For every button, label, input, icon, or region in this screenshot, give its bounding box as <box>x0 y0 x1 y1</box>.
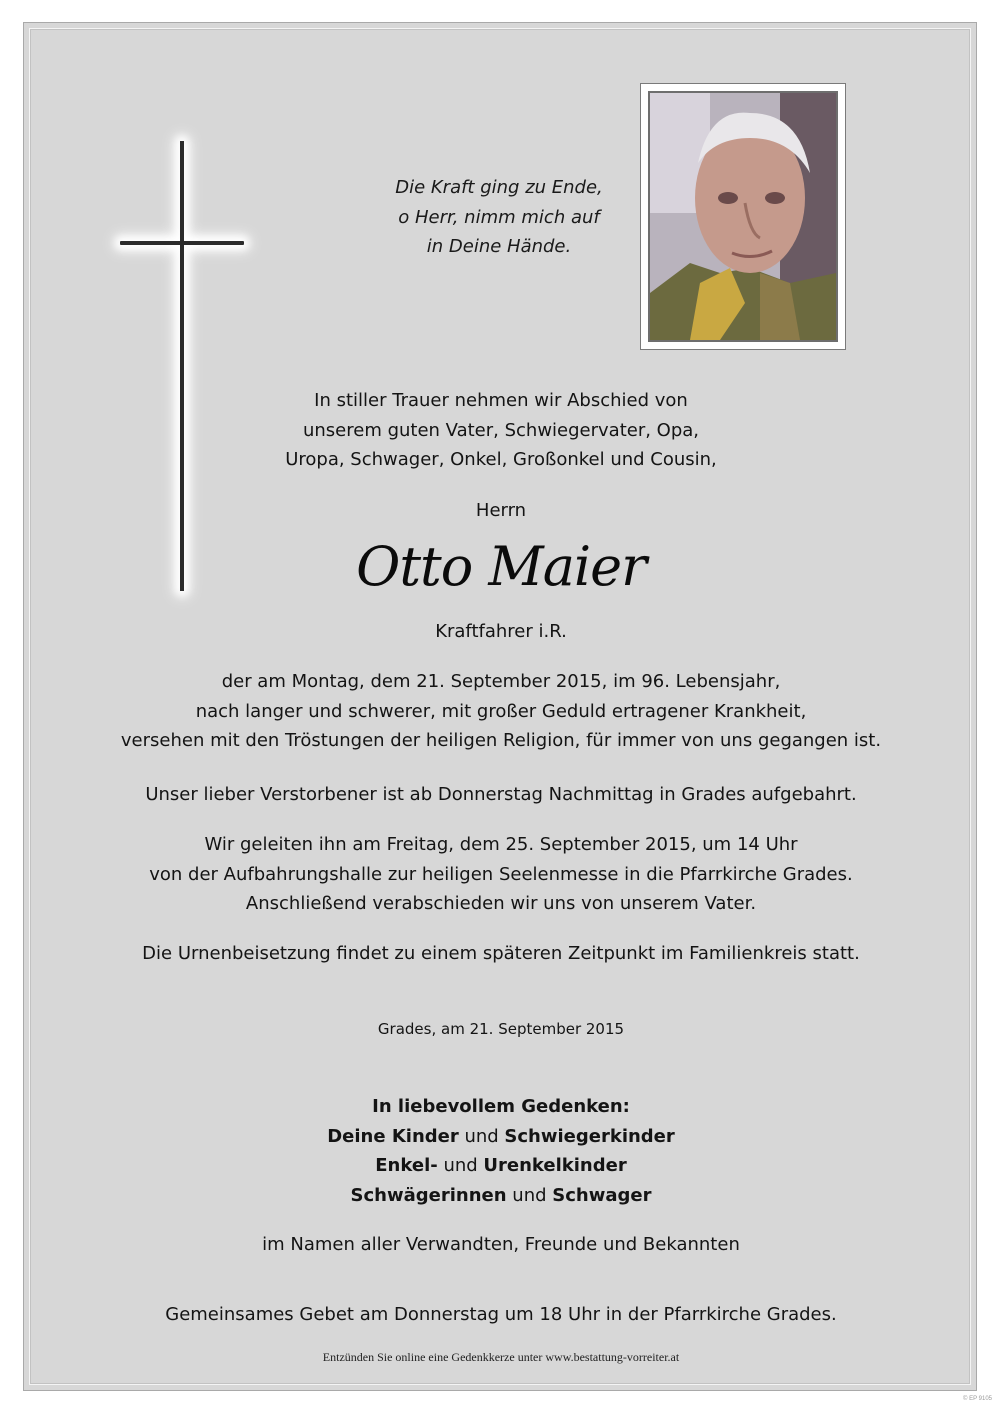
urn-notice: Die Urnenbeisetzung findet zu einem späteren Zeitpunkt im Familienkreis statt. <box>142 943 860 964</box>
mourners-heading: In liebevollem Gedenken: <box>372 1096 630 1117</box>
salutation: Herrn <box>475 500 527 521</box>
death-notice <box>24 667 978 756</box>
obituary-sheet <box>23 22 977 1391</box>
place-date: Grades, am 21. September 2015 <box>377 1020 625 1038</box>
quote-line: in Deine Hände. <box>426 236 572 257</box>
intro-text <box>24 386 978 475</box>
prayer-notice: Gemeinsames Gebet am Donnerstag um 18 Uhr in der Pfarrkirche Grades. <box>165 1304 837 1325</box>
mourners-line: Deine Kinder und Schwiegerkinder <box>327 1125 675 1147</box>
quote-line: o Herr, nimm mich auf <box>398 206 600 228</box>
deceased-name: Otto Maier <box>356 535 646 598</box>
relatives-line: im Namen aller Verwandten, Freunde und Bekannten <box>262 1234 740 1255</box>
intro-line: In stiller Trauer nehmen wir Abschied von <box>314 390 688 411</box>
viewing-notice: Unser lieber Verstorbener ist ab Donnerstag Nachmittag in Grades aufgebahrt. <box>145 784 857 805</box>
intro-line: Uropa, Schwager, Onkel, Großonkel und Cousin, <box>285 449 717 470</box>
quote-line: Die Kraft ging zu Ende, <box>395 177 603 198</box>
copyright-note: © EP 9105 <box>963 1396 992 1402</box>
funeral-line: Anschließend verabschieden wir uns von unserem Vater. <box>245 893 757 914</box>
mourners <box>24 1092 978 1210</box>
portrait-frame <box>640 83 846 350</box>
mourners-line: Enkel- und Urenkelkinder <box>375 1155 627 1176</box>
quote <box>314 173 684 262</box>
intro-line: unserem guten Vater, Schwiegervater, Opa, <box>302 419 700 441</box>
death-notice-line: nach langer und schwerer, mit großer Geduld ertragener Krankheit, <box>195 700 807 722</box>
funeral-line: Wir geleiten ihn am Freitag, dem 25. September 2015, um 14 Uhr <box>204 834 798 855</box>
death-notice-line: versehen mit den Tröstungen der heiligen Religion, für immer von uns gegangen ist. <box>120 730 882 751</box>
footer-note: Entzünden Sie online eine Gedenkkerze unter www.bestattung-vorreiter.at <box>322 1350 680 1364</box>
mourners-line: Schwägerinnen und Schwager <box>350 1184 652 1206</box>
death-notice-line: der am Montag, dem 21. September 2015, im 96. Lebensjahr, <box>221 671 781 692</box>
funeral-notice <box>24 830 978 919</box>
portrait-photo <box>648 91 838 342</box>
occupation: Kraftfahrer i.R. <box>435 621 567 642</box>
funeral-line: von der Aufbahrungshalle zur heiligen Seelenmesse in die Pfarrkirche Grades. <box>149 863 853 885</box>
